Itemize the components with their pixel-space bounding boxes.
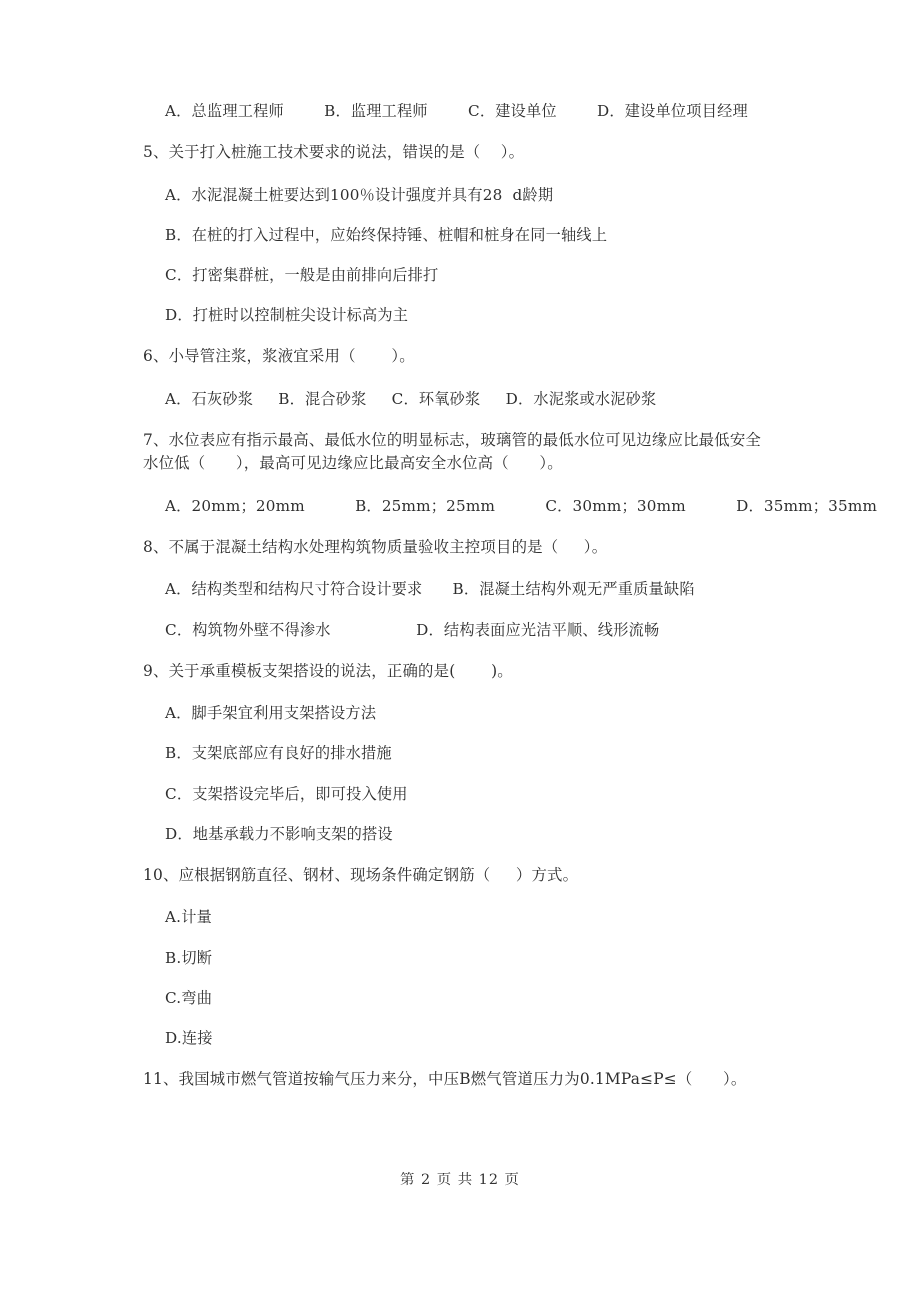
q8-stem: 8、不属于混凝土结构水处理构筑物质量验收主控项目的是（ ）。 [143,538,608,557]
q8-options-row-2: C．构筑物外壁不得渗水 D．结构表面应光洁平顺、线形流畅 [165,620,660,639]
q9-option-a: A．脚手架宜利用支架搭设方法 [165,704,377,723]
q5-option-c: C．打密集群桩，一般是由前排向后排打 [165,266,439,285]
q5-option-a: A．水泥混凝土桩要达到100％设计强度并具有28 d龄期 [165,185,554,204]
q10-option-a: A.计量 [165,908,212,927]
q10-option-d: D.连接 [165,1029,213,1048]
q5-option-d: D．打桩时以控制桩尖设计标高为主 [165,306,409,325]
q10-option-c: C.弯曲 [165,988,213,1007]
q5-option-b: B．在桩的打入过程中，应始终保持锤、桩帽和桩身在同一轴线上 [165,225,608,244]
q9-option-c: C．支架搭设完毕后，即可投入使用 [165,784,408,803]
q7-stem-line1: 7、水位表应有指示最高、最低水位的明显标志，玻璃管的最低水位可见边缘应比最低安全 [143,431,762,450]
q10-option-b: B.切断 [165,948,213,967]
q4-options-row: A．总监理工程师 B．监理工程师 C．建设单位 D．建设单位项目经理 [165,102,748,120]
q11-stem: 11、我国城市燃气管道按输气压力来分，中压B燃气管道压力为0.1MPa≤P≤（ ）。 [143,1070,747,1089]
question-list [143,102,878,1089]
q9-stem: 9、关于承重模板支架搭设的说法，正确的是( )。 [143,661,513,680]
q8-options-row-1: A．结构类型和结构尺寸符合设计要求 B．混凝土结构外观无严重质量缺陷 [165,580,695,599]
q7-stem-line2: 水位低（ ），最高可见边缘应比最高安全水位高（ ）。 [143,454,563,473]
q7-options-row: A．20mm；20mm B．25mm；25mm C．30mm；30mm D．35mm；35mm [165,496,878,515]
q5-stem: 5、关于打入桩施工技术要求的说法，错误的是（ ）。 [143,143,525,162]
page-footer: 第 2 页 共 12 页 [400,1172,520,1188]
q6-stem: 6、小导管注浆，浆液宜采用（ ）。 [143,347,415,366]
q9-option-b: B．支架底部应有良好的排水措施 [165,744,392,763]
q10-stem: 10、应根据钢筋直径、钢材、现场条件确定钢筋（ ）方式。 [143,866,579,885]
q9-option-d: D．地基承载力不影响支架的搭设 [165,824,393,843]
q6-options-row: A．石灰砂浆 B．混合砂浆 C．环氧砂浆 D．水泥浆或水泥砂浆 [165,389,657,408]
